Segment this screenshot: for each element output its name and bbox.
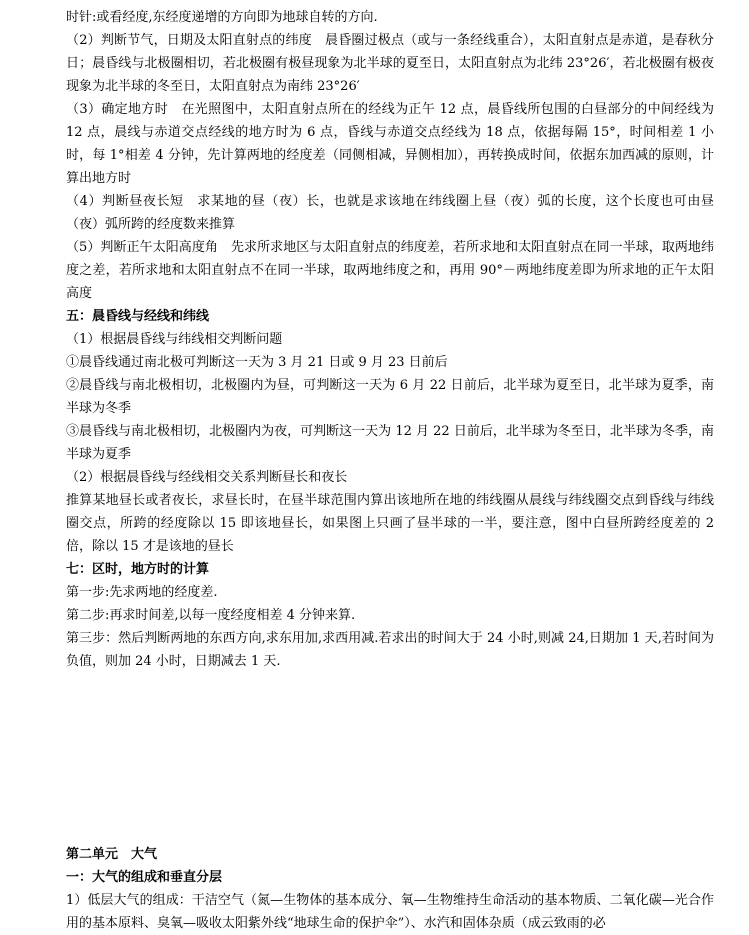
paragraph-atmosphere-composition: 1）低层大气的组成：干洁空气（氮—生物体的基本成分、氧—生物维持生命活动的基本物质、二氧化碳—光合作用的基本原料、臭氧—吸收太阳紫外线“地球生命的保护伞”）、水汽和固体杂质（成云致雨的必	[66, 893, 714, 931]
list-item-1: ①晨昏线通过南北极可判断这一天为 3 月 21 日或 9 月 23 日前后	[66, 355, 448, 370]
paragraph-solar-terms: （2）判断节气，日期及太阳直射点的纬度 晨昏圈过极点（或与一条经线重合），太阳直射点是赤道，是春秋分日；晨昏线与北极圈相切，若北极圈有极昼现象为北半球的夏至日，太阳直射点为北纬 23°26′，若北极圈有极夜现象为北半球的冬至日，太阳直射点为南纬 23°26′	[66, 33, 714, 94]
paragraph-noon-sun-angle: （5）判断正午太阳高度角 先求所求地区与太阳直射点的纬度差，若所求地和太阳直射点在同一半球，取两地纬度之差，若所求地和太阳直射点不在同一半球，取两地纬度之和，再用 90°－两地纬度差即为所求地的正午太阳高度	[66, 240, 714, 301]
paragraph-day-length: （4）判断昼夜长短 求某地的昼（夜）长，也就是求该地在纬线圈上昼（夜）弧的长度，这个长度也可由昼（夜）弧所跨的经度数来推算	[66, 194, 714, 232]
section-heading-seven: 七：区时，地方时的计算	[66, 562, 210, 577]
step-one: 第一步:先求两地的经度差.	[66, 585, 218, 600]
paragraph-longitude-judgment: （2）根据晨昏线与经线相交关系判断昼长和夜长	[66, 470, 348, 485]
section-heading-five: 五：晨昏线与经线和纬线	[66, 309, 210, 324]
paragraph-local-time: （3）确定地方时 在光照图中，太阳直射点所在的经线为正午 12 点，晨昏线所包围的白昼部分的中间经线为 12 点，晨线与赤道交点经线的地方时为 6 点，昏线与赤道交点经线为 18 点，依据每隔 15°，时间相差 1 小时，每 1°相差 4 分钟，先计算两地的经度差（同侧相减，异侧相加），再转换成时间，依据东加西减的原则，计算出地方时	[66, 102, 714, 186]
section-heading-atmosphere: 一：大气的组成和垂直分层	[66, 870, 223, 885]
paragraph-latitude-judgment: （1）根据晨昏线与纬线相交判断问题	[66, 332, 283, 347]
unit-title: 第二单元 大气	[66, 847, 158, 862]
document-body	[66, 6, 714, 935]
list-item-3: ③晨昏线与南北极相切，北极圈内为夜，可判断这一天为 12 月 22 日前后，北半球为冬至日，北半球为冬季，南半球为夏季	[66, 424, 714, 462]
paragraph-rotation: 时针:或看经度,东经度递增的方向即为地球自转的方向.	[66, 10, 378, 25]
paragraph-day-length-calc: 推算某地昼长或者夜长，求昼长时，在昼半球范围内算出该地所在地的纬线圈从晨线与纬线圈交点到昏线与纬线圈交点，所跨的经度除以 15 即该地昼长，如果图上只画了昼半球的一半，要注意，图中白昼所跨经度差的 2 倍，除以 15 才是该地的昼长	[66, 493, 714, 554]
step-three: 第三步：然后判断两地的东西方向,求东用加,求西用减.若求出的时间大于 24 小时,则减 24,日期加 1 天,若时间为负值，则加 24 小时，日期减去 1 天.	[66, 631, 714, 669]
page-gap	[66, 673, 714, 843]
step-two: 第二步:再求时间差,以每一度经度相差 4 分钟来算.	[66, 608, 356, 623]
list-item-2: ②晨昏线与南北极相切，北极圈内为昼，可判断这一天为 6 月 22 日前后，北半球为夏至日，北半球为夏季，南半球为冬季	[66, 378, 714, 416]
